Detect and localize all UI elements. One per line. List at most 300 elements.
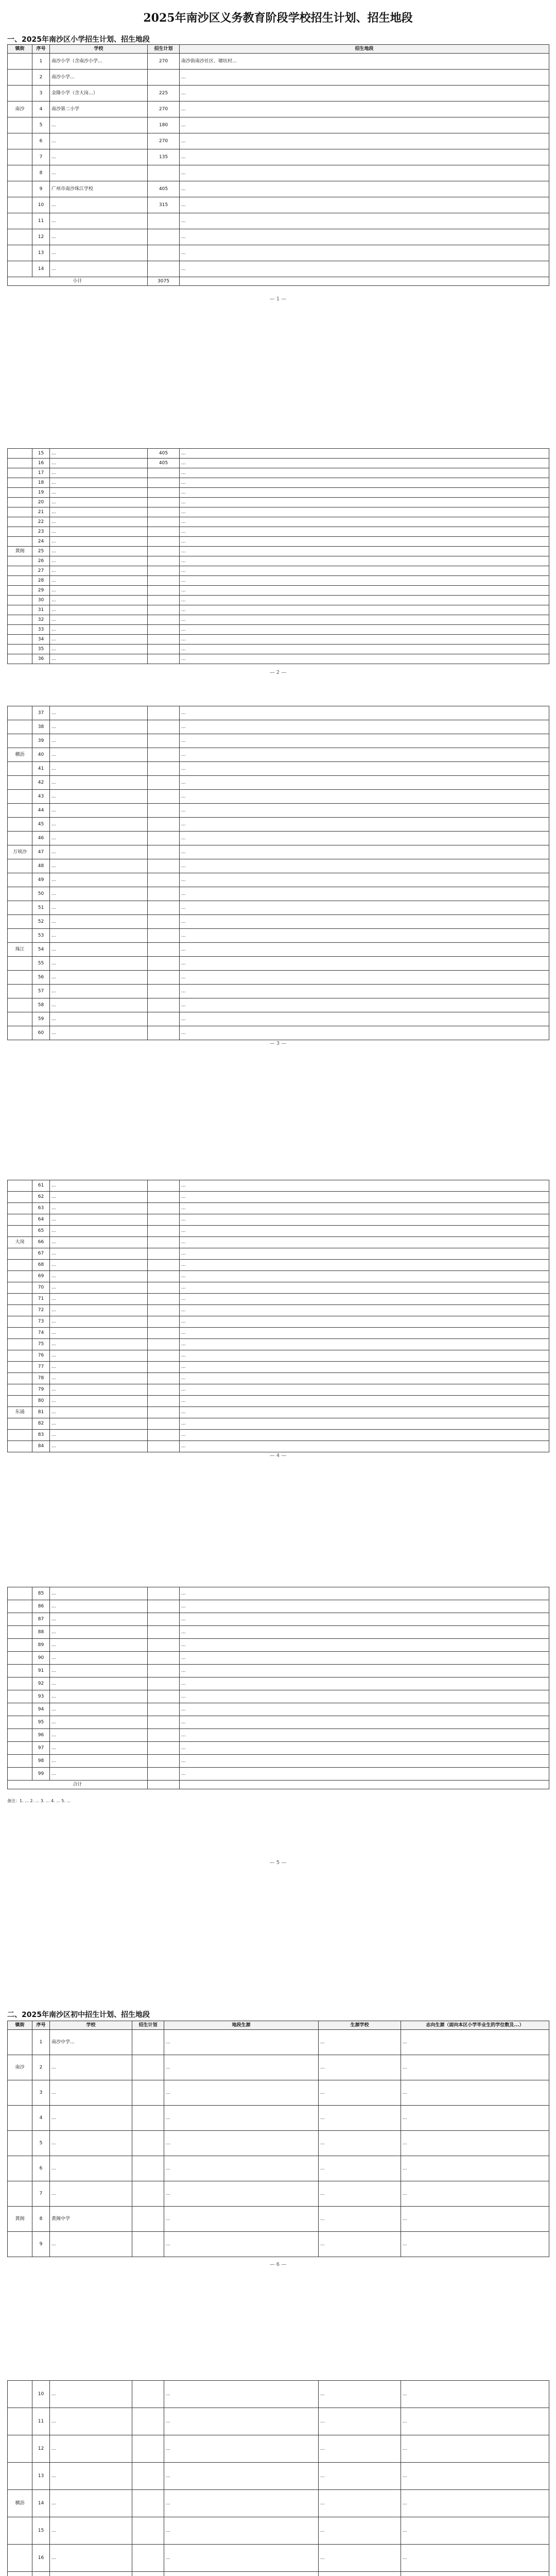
table-cell <box>148 1755 180 1768</box>
table-cell: 黄阁中学 <box>50 2207 132 2232</box>
table-cell: ... <box>164 2030 319 2055</box>
table-row <box>8 720 549 734</box>
table-cell: 270 <box>148 133 180 149</box>
table-cell <box>8 929 32 943</box>
table-cell: 82 <box>32 1418 50 1430</box>
table-cell <box>148 1180 180 1192</box>
table-cell: ... <box>180 586 549 596</box>
table-cell: 135 <box>148 149 180 165</box>
table-cell <box>132 2232 164 2257</box>
table-cell <box>8 507 32 517</box>
table-cell: ... <box>164 2131 319 2156</box>
table-cell <box>8 1677 32 1690</box>
column-header: 镇街 <box>8 45 32 54</box>
table-cell <box>148 845 180 859</box>
table-cell: 88 <box>32 1626 50 1639</box>
table-cell <box>8 459 32 468</box>
table-cell: ... <box>50 845 148 859</box>
table-cell <box>148 625 180 635</box>
table-row <box>8 1755 549 1768</box>
table-cell: ... <box>180 1768 549 1781</box>
table-cell: 78 <box>32 1373 50 1384</box>
table-cell: ... <box>180 261 549 277</box>
table-cell <box>8 149 32 165</box>
table-cell <box>132 2517 164 2545</box>
table-cell <box>32 2572 50 2576</box>
table-row <box>8 1407 549 1418</box>
table-cell: 黄阁 <box>8 547 32 556</box>
table-cell: ... <box>50 468 148 478</box>
table-cell: ... <box>50 776 148 790</box>
table-cell: ... <box>50 527 148 537</box>
table-row <box>8 1768 549 1781</box>
table-cell: ... <box>50 929 148 943</box>
table-cell: ... <box>50 1716 148 1729</box>
primary-school-table-page-5 <box>7 1587 549 1789</box>
table-cell: 99 <box>32 1768 50 1781</box>
table-cell <box>8 2232 32 2257</box>
table-cell: 89 <box>32 1639 50 1652</box>
table-cell <box>180 277 549 286</box>
table-cell: ... <box>50 1430 148 1441</box>
table-cell <box>8 2517 32 2545</box>
table-cell <box>148 804 180 818</box>
table-row <box>8 635 549 645</box>
table-cell: 44 <box>32 804 50 818</box>
table-cell: 12 <box>32 229 50 245</box>
table-cell: ... <box>319 2055 401 2080</box>
table-cell: ... <box>180 1600 549 1613</box>
table-cell <box>8 1248 32 1260</box>
table-cell: ... <box>180 1703 549 1716</box>
table-cell <box>8 1639 32 1652</box>
table-cell: ... <box>401 2156 549 2181</box>
table-cell: ... <box>50 1026 148 1040</box>
table-cell <box>148 859 180 873</box>
table-cell: 65 <box>32 1226 50 1237</box>
table-cell <box>8 478 32 488</box>
table-row <box>8 1716 549 1729</box>
table-cell: 14 <box>32 261 50 277</box>
table-cell <box>8 2381 32 2408</box>
table-cell: ... <box>50 1729 148 1742</box>
table-cell: ... <box>50 2545 132 2572</box>
table-row <box>8 605 549 615</box>
table-row <box>8 70 549 86</box>
table-cell <box>132 2435 164 2463</box>
table-cell: ... <box>180 517 549 527</box>
table-cell: 47 <box>32 845 50 859</box>
table-cell: ... <box>180 804 549 818</box>
table-cell: ... <box>180 566 549 576</box>
table-cell: 11 <box>32 2408 50 2435</box>
table-cell: ... <box>50 1260 148 1271</box>
table-cell: ... <box>401 2463 549 2490</box>
table-cell <box>8 1626 32 1639</box>
table-cell <box>8 832 32 845</box>
table-cell <box>148 517 180 527</box>
table-cell <box>8 566 32 576</box>
table-cell <box>8 1587 32 1600</box>
table-cell: 14 <box>32 2490 50 2517</box>
table-cell: 66 <box>32 1237 50 1248</box>
table-cell: 61 <box>32 1180 50 1192</box>
table-cell <box>132 2545 164 2572</box>
table-cell: ... <box>50 971 148 985</box>
document-page-5 <box>0 1587 556 1875</box>
primary-school-table-page-4 <box>7 1180 549 1452</box>
table-cell <box>148 1600 180 1613</box>
table-row <box>8 1248 549 1260</box>
table-cell: ... <box>50 859 148 873</box>
table-cell: ... <box>164 2181 319 2207</box>
table-cell: ... <box>180 213 549 229</box>
table-cell: ... <box>50 1328 148 1339</box>
table-cell: 27 <box>32 566 50 576</box>
table-cell: ... <box>164 2408 319 2435</box>
table-cell: 28 <box>32 576 50 586</box>
table-cell: ... <box>50 1214 148 1226</box>
table-row <box>8 54 549 70</box>
table-cell: ... <box>50 1652 148 1665</box>
table-cell <box>148 1690 180 1703</box>
table-cell: ... <box>180 507 549 517</box>
table-cell: 93 <box>32 1690 50 1703</box>
table-cell: ... <box>180 1328 549 1339</box>
table-cell: ... <box>50 1626 148 1639</box>
table-cell <box>8 117 32 133</box>
table-row <box>8 537 549 547</box>
table-cell <box>148 943 180 957</box>
table-cell <box>8 165 32 181</box>
table-cell <box>148 1026 180 1040</box>
table-row <box>8 101 549 117</box>
table-cell <box>148 832 180 845</box>
table-cell: ... <box>50 537 148 547</box>
table-cell: 广州市南沙珠江学校 <box>50 181 148 197</box>
table-cell: 41 <box>32 762 50 776</box>
page-number: — 3 — <box>269 1041 287 1046</box>
table-cell <box>148 957 180 971</box>
column-header: 招生地段 <box>180 45 549 54</box>
table-cell: ... <box>164 2490 319 2517</box>
table-cell: 79 <box>32 1384 50 1396</box>
table-cell <box>8 54 32 70</box>
table-cell: ... <box>180 605 549 615</box>
table-row <box>8 615 549 625</box>
middle-school-table-page-6 <box>7 2021 549 2257</box>
document-page-6 <box>0 2009 556 2277</box>
table-cell: 18 <box>32 478 50 488</box>
table-row <box>8 2408 549 2435</box>
table-cell: ... <box>180 556 549 566</box>
table-cell: 59 <box>32 1012 50 1026</box>
table-cell: ... <box>50 1282 148 1294</box>
table-cell: 10 <box>32 197 50 213</box>
table-row <box>8 2156 549 2181</box>
table-row <box>8 547 549 556</box>
table-cell: ... <box>50 1384 148 1396</box>
table-cell: 万顷沙 <box>8 845 32 859</box>
table-cell: ... <box>180 1305 549 1316</box>
document-page-2 <box>0 443 556 685</box>
table-cell: ... <box>50 804 148 818</box>
table-cell: ... <box>50 2106 132 2131</box>
table-cell <box>8 1600 32 1613</box>
table-cell <box>180 1781 549 1789</box>
table-cell <box>148 929 180 943</box>
table-cell: 80 <box>32 1396 50 1407</box>
table-cell: ... <box>180 468 549 478</box>
table-cell <box>148 998 180 1012</box>
table-cell: ... <box>180 1180 549 1192</box>
table-row <box>8 2055 549 2080</box>
table-cell <box>8 720 32 734</box>
table-cell: ... <box>50 596 148 605</box>
table-cell: ... <box>401 2435 549 2463</box>
table-cell: ... <box>319 2435 401 2463</box>
table-row <box>8 1237 549 1248</box>
table-cell <box>148 527 180 537</box>
table-cell <box>8 901 32 915</box>
table-row <box>8 1430 549 1441</box>
table-cell: ... <box>180 1430 549 1441</box>
table-cell <box>8 1180 32 1192</box>
table-cell: ... <box>180 1362 549 1373</box>
table-cell: 38 <box>32 720 50 734</box>
table-cell: ... <box>180 845 549 859</box>
table-cell <box>8 527 32 537</box>
table-cell <box>8 2131 32 2156</box>
table-cell: 91 <box>32 1665 50 1677</box>
table-cell: 60 <box>32 1026 50 1040</box>
table-row <box>8 261 549 277</box>
table-cell: ... <box>50 1362 148 1373</box>
table-cell: ... <box>50 873 148 887</box>
table-cell: ... <box>50 547 148 556</box>
table-cell <box>8 1742 32 1755</box>
table-cell <box>148 1282 180 1294</box>
table-cell: ... <box>180 654 549 664</box>
table-cell <box>50 2572 132 2576</box>
table-cell: 95 <box>32 1716 50 1729</box>
total-value <box>148 1781 180 1789</box>
table-cell: ... <box>50 625 148 635</box>
table-cell: ... <box>50 1339 148 1350</box>
table-cell: ... <box>50 556 148 566</box>
table-cell <box>148 1350 180 1362</box>
table-row <box>8 2232 549 2257</box>
table-cell <box>8 261 32 277</box>
table-row <box>8 566 549 576</box>
table-row <box>8 1328 549 1339</box>
table-cell: ... <box>50 2463 132 2490</box>
table-cell: ... <box>180 635 549 645</box>
table-cell: ... <box>180 1677 549 1690</box>
table-cell: ... <box>180 1339 549 1350</box>
document-title: 2025年南沙区义务教育阶段学校招生计划、招生地段 <box>143 11 413 25</box>
table-cell: ... <box>50 645 148 654</box>
table-row <box>8 2517 549 2545</box>
table-cell: 68 <box>32 1260 50 1271</box>
table-cell: ... <box>180 1639 549 1652</box>
table-cell: ... <box>50 957 148 971</box>
table-cell: ... <box>50 1294 148 1305</box>
table-cell: ... <box>180 790 549 804</box>
table-row <box>8 1294 549 1305</box>
table-cell <box>148 748 180 762</box>
primary-school-table-page-3 <box>7 706 549 1040</box>
table-cell <box>132 2381 164 2408</box>
table-cell: ... <box>50 1305 148 1316</box>
table-cell: 2 <box>32 70 50 86</box>
table-cell: 315 <box>148 197 180 213</box>
table-cell: 13 <box>32 245 50 261</box>
table-cell: ... <box>50 566 148 576</box>
table-cell <box>132 2055 164 2080</box>
table-row <box>8 527 549 537</box>
table-cell <box>148 1271 180 1282</box>
table-cell: ... <box>50 576 148 586</box>
table-cell <box>148 887 180 901</box>
table-row <box>8 2106 549 2131</box>
table-cell <box>148 1226 180 1237</box>
table-cell: ... <box>401 2517 549 2545</box>
table-cell <box>148 1626 180 1639</box>
table-cell: ... <box>401 2490 549 2517</box>
table-cell <box>8 70 32 86</box>
table-cell: ... <box>50 1639 148 1652</box>
table-cell: ... <box>319 2131 401 2156</box>
table-cell: ... <box>50 1396 148 1407</box>
table-cell: ... <box>180 86 549 101</box>
table-cell: ... <box>319 2080 401 2106</box>
table-cell: 20 <box>32 498 50 507</box>
table-cell: ... <box>180 734 549 748</box>
table-cell <box>8 1226 32 1237</box>
table-cell <box>8 1441 32 1452</box>
table-cell: ... <box>319 2545 401 2572</box>
table-cell <box>8 1716 32 1729</box>
table-cell <box>148 556 180 566</box>
table-cell: 33 <box>32 625 50 635</box>
table-cell: 24 <box>32 537 50 547</box>
table-row <box>8 165 549 181</box>
notes-paragraph: 备注：1. ... 2. ... 3. ... 4. ... 5. ... <box>7 1799 71 1803</box>
table-cell <box>8 468 32 478</box>
table-cell: 横沥 <box>8 2490 32 2517</box>
column-header: 镇街 <box>8 2021 32 2030</box>
table-row <box>8 1026 549 1040</box>
table-cell: 6 <box>32 2156 50 2181</box>
table-cell: 50 <box>32 887 50 901</box>
table-cell: ... <box>180 1626 549 1639</box>
table-cell <box>8 576 32 586</box>
table-cell: 南沙中学... <box>50 2030 132 2055</box>
column-header: 招生计划 <box>132 2021 164 2030</box>
table-cell: 270 <box>148 101 180 117</box>
document-page-7 <box>0 2380 556 2576</box>
table-row <box>8 1339 549 1350</box>
table-cell <box>8 1613 32 1626</box>
table-cell: ... <box>164 2106 319 2131</box>
table-cell <box>148 586 180 596</box>
table-row <box>8 1613 549 1626</box>
table-cell <box>401 2572 549 2576</box>
table-row <box>8 459 549 468</box>
table-cell <box>148 1214 180 1226</box>
table-cell <box>148 596 180 605</box>
table-cell: 4 <box>32 2106 50 2131</box>
column-header: 学校 <box>50 2021 132 2030</box>
table-cell: ... <box>164 2463 319 2490</box>
table-cell: ... <box>180 1742 549 1755</box>
table-cell: ... <box>180 1282 549 1294</box>
table-cell: ... <box>180 720 549 734</box>
table-cell: ... <box>319 2517 401 2545</box>
table-row <box>8 213 549 229</box>
table-cell: 1 <box>32 54 50 70</box>
table-cell <box>8 1260 32 1271</box>
table-cell <box>319 2572 401 2576</box>
table-cell <box>8 804 32 818</box>
table-cell: 85 <box>32 1587 50 1600</box>
table-row <box>8 985 549 998</box>
table-cell: 15 <box>32 2517 50 2545</box>
total-label: 合计 <box>8 1781 148 1789</box>
table-cell: ... <box>50 790 148 804</box>
table-cell <box>148 1012 180 1026</box>
table-cell: ... <box>50 720 148 734</box>
table-cell: ... <box>180 1729 549 1742</box>
table-cell: 东涌 <box>8 1407 32 1418</box>
table-cell: 32 <box>32 615 50 625</box>
table-cell: ... <box>180 1407 549 1418</box>
table-cell: 3 <box>32 2080 50 2106</box>
table-cell: ... <box>50 887 148 901</box>
table-cell <box>148 1373 180 1384</box>
table-cell <box>8 734 32 748</box>
middle-school-table-page-7 <box>7 2380 549 2576</box>
table-cell: 54 <box>32 943 50 957</box>
table-row <box>8 1316 549 1328</box>
table-cell: ... <box>50 1755 148 1768</box>
table-row <box>8 197 549 213</box>
table-cell <box>132 2463 164 2490</box>
table-cell: 南沙 <box>8 101 32 117</box>
column-header: 序号 <box>32 45 50 54</box>
table-cell: 39 <box>32 734 50 748</box>
table-cell: ... <box>180 498 549 507</box>
table-cell: ... <box>164 2207 319 2232</box>
table-cell <box>148 1677 180 1690</box>
table-cell <box>8 1703 32 1716</box>
table-cell: 26 <box>32 556 50 566</box>
table-cell: 53 <box>32 929 50 943</box>
table-cell <box>148 915 180 929</box>
table-cell: 180 <box>148 117 180 133</box>
table-cell: 67 <box>32 1248 50 1260</box>
table-cell: 4 <box>32 101 50 117</box>
table-cell: ... <box>180 1441 549 1452</box>
primary-school-table-page-1 <box>7 44 549 286</box>
table-cell: ... <box>180 901 549 915</box>
table-cell: ... <box>50 1742 148 1755</box>
table-cell: ... <box>401 2381 549 2408</box>
table-cell <box>148 605 180 615</box>
table-cell: ... <box>50 915 148 929</box>
table-cell <box>8 488 32 498</box>
